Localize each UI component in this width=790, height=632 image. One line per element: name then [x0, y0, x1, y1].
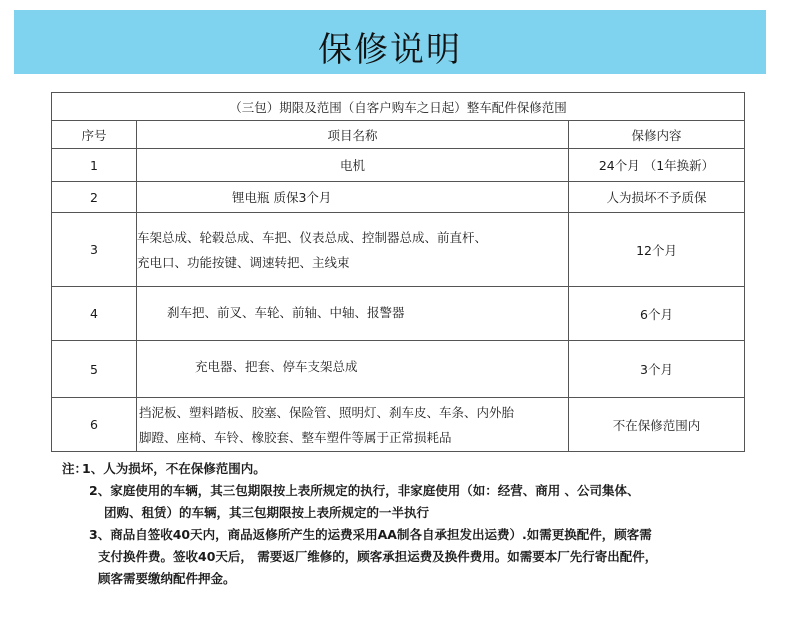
warranty-table: [51, 92, 745, 452]
row-no: 1: [52, 149, 137, 182]
row-content: 不在保修范围内: [569, 398, 745, 452]
row-name: 刹车把、前叉、车轮、前轴、中轴、报警器: [137, 287, 569, 341]
table-row: [52, 213, 745, 287]
table-row: [52, 287, 745, 341]
row-content: 6个月: [569, 287, 745, 341]
note-2-line-2: 团购、租赁）的车辆，其三包期限按上表所规定的一半执行: [104, 505, 430, 520]
row-content: 24个月 （1年换新）: [569, 149, 745, 182]
row-content: 12个月: [569, 213, 745, 287]
table-caption-row: [52, 93, 745, 121]
table-row: [52, 182, 745, 213]
row-name-line: 脚蹬、座椅、车铃、橡胶套、整车塑件等属于正常损耗品: [139, 429, 452, 445]
row-no: 5: [52, 341, 137, 398]
header-content: 保修内容: [569, 121, 745, 149]
header-name: 项目名称: [137, 121, 569, 149]
table-row: [52, 398, 745, 452]
table-row: [52, 341, 745, 398]
row-no: 2: [52, 182, 137, 213]
row-name: 充电器、把套、停车支架总成: [137, 341, 569, 398]
row-name: 锂电瓶 质保3个月: [137, 182, 569, 213]
row-content: 人为损坏不予质保: [569, 182, 745, 213]
row-no: 6: [52, 398, 137, 452]
note-2-line-1: 2、家庭使用的车辆，其三包期限按上表所规定的执行，非家庭使用（如：经营、商用 、公司集体、: [89, 483, 640, 498]
table-header-row: [52, 121, 745, 149]
page-title: 保修说明: [318, 30, 462, 70]
row-content: 3个月: [569, 341, 745, 398]
note-3-line-1: 3、商品自签收40天内，商品返修所产生的运费采用AA制各自承担发出运费）.如需更换配件，顾客需: [89, 527, 652, 542]
notes-section: [62, 458, 782, 590]
notes-label: 注：: [62, 461, 88, 476]
row-name-line: 充电口、功能按键、调速转把、主线束: [137, 254, 350, 270]
row-no: 3: [52, 213, 137, 287]
row-name: [137, 398, 569, 452]
row-name-line: 挡泥板、塑料踏板、胶塞、保险管、照明灯、刹车皮、车条、内外胎: [139, 404, 515, 420]
row-name: [137, 213, 569, 287]
note-3-line-3: 顾客需要缴纳配件押金。: [98, 571, 236, 586]
row-name: 电机: [137, 149, 569, 182]
note-1: 注：1、人为损坏，不在保修范围内。: [62, 458, 782, 480]
row-no: 4: [52, 287, 137, 341]
row-name-line: 车架总成、轮毂总成、车把、仪表总成、控制器总成、前直杆、: [137, 229, 488, 245]
note-3-line-2: 支付换件费。签收40天后， 需要返厂维修的，顾客承担运费及换件费用。如需要本厂先行寄出配件，: [98, 549, 658, 564]
table-caption: （三包）期限及范围（自客户购车之日起）整车配件保修范围: [52, 93, 745, 121]
table-row: [52, 149, 745, 182]
title-banner: [14, 10, 766, 74]
header-no: 序号: [52, 121, 137, 149]
